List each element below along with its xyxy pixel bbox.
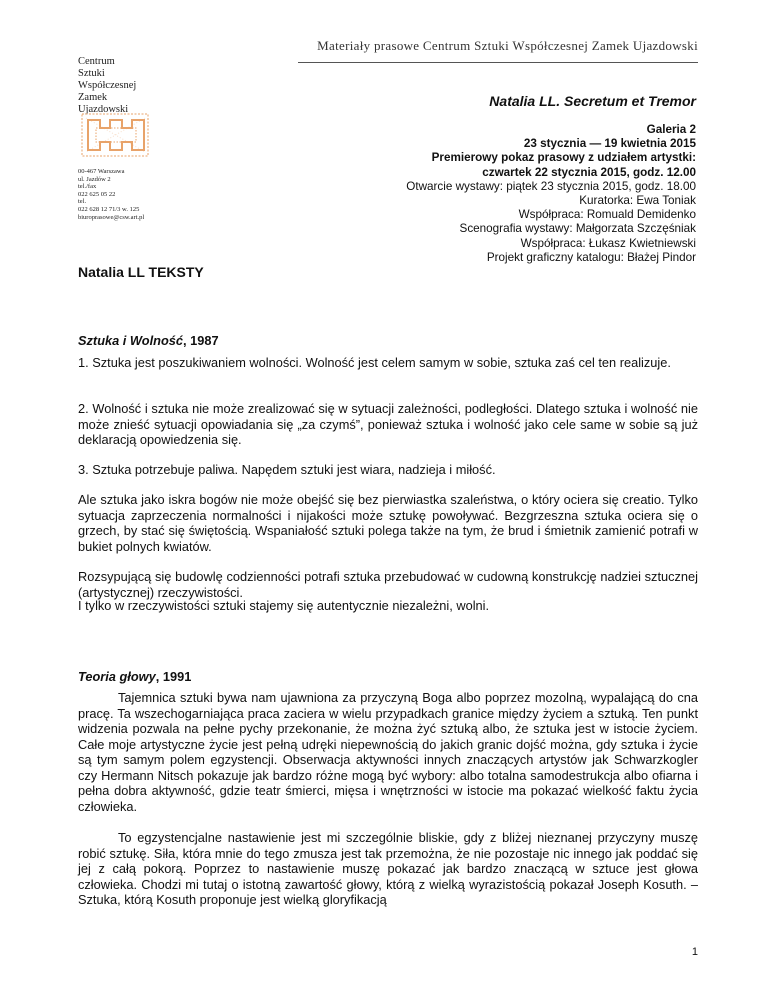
org-line: Współczesnej: [78, 80, 137, 91]
scenography: Scenografia wystawy: Małgorzata Szczęśniak: [459, 222, 696, 236]
press-date: czwartek 22 stycznia 2015, godz. 12.00: [482, 165, 696, 179]
curator: Kuratorka: Ewa Toniak: [579, 194, 696, 208]
heading-title: Sztuka i Wolność: [78, 333, 183, 348]
contact-line: tel./fax: [78, 183, 97, 191]
paragraph: To egzystencjalne nastawienie jest mi szczególnie bliskie, gdy z bliżej nieznanej przyczyny muszę robić sztukę. Siła, która mnie do tego zmusza jest tak przemożna, że nie pozostaje nic innego jak poddać się jej z całą pokorą. Poprzez to nastawienie muszę pokazać jak bardzo znaczącą w sztuce jest głowa człowieka. Chodzi mi tutaj o istotną zawartość głowy, którą z wielką wyrazistością pokazał Joseph Kosuth. – Sztuka, którą Kosuth proponuje jest wielką gloryfikacją: [78, 830, 698, 907]
text-heading: [78, 669, 191, 684]
paragraph: 2. Wolność i sztuka nie może zrealizować się w sytuacji zależności, podległości. Dlatego sztuka i wolność nie może znieść sytuacji opowiadania się „za czymś”, ponieważ sztuka i wolność jako cele same w sobie są już deklaracją opowiedzenia się.: [78, 401, 698, 447]
contact-line: tel.: [78, 198, 87, 206]
contact-line: 022 628 12 71/3 w. 125: [78, 205, 140, 213]
contact-line: 022 625 05 22: [78, 190, 116, 198]
organization-name: [78, 56, 188, 116]
contact-line: 00-467 Warszawa: [78, 168, 125, 175]
opening: Otwarcie wystawy: piątek 23 stycznia 2015, godz. 18.00: [406, 179, 696, 193]
paragraph: Rozsypującą się budowlę codzienności potrafi sztuka przebudować w cudowną konstrukcję nadziei sztucznej (artystycznej) rzeczywistości.: [78, 569, 698, 600]
gallery: Galeria 2: [646, 123, 696, 136]
castle-logo-icon: [78, 110, 153, 160]
dates: 23 stycznia — 19 kwietnia 2015: [523, 137, 696, 151]
paragraph: 3. Sztuka potrzebuje paliwa. Napędem sztuki jest wiara, nadzieja i miłość.: [78, 462, 496, 477]
org-line: Sztuki: [78, 68, 105, 79]
exhibition-info: [406, 123, 696, 265]
press-preview: Premierowy pokaz prasowy z udziałem artystki:: [431, 151, 696, 165]
contact-line: ul. Jazdów 2: [78, 175, 111, 183]
org-line: Ujazdowski: [78, 104, 129, 115]
contact-email: biuroprasowe@csw.art.pl: [78, 213, 145, 221]
exhibition-title: Natalia LL. Secretum et Tremor: [489, 93, 696, 109]
paragraph: I tylko w rzeczywistości sztuki stajemy się autentycznie niezależni, wolni.: [78, 598, 490, 613]
text-heading: [78, 333, 219, 348]
paragraph: 1. Sztuka jest poszukiwaniem wolności. Wolność jest celem samym w sobie, sztuka zaś cel ten realizuje.: [78, 355, 671, 370]
page-number: 1: [691, 946, 698, 958]
masthead-divider: [298, 62, 698, 63]
heading-title: Teoria głowy: [78, 669, 156, 684]
section-title: Natalia LL TEKSTY: [78, 264, 204, 280]
paragraph: Ale sztuka jako iskra bogów nie może obejść się bez pierwiastka szaleństwa, o który ociera się creatio. Tylko sytuacja zaprzeczenia normalności i nijakości może sztukę powoływać. Bezgrzeszna sztuka ociera się o grzech, by stać się świętością. Wspaniałość sztuki polega także na tym, że brud i śmietnik zamienić potrafi w bukiet polnych kwiatów.: [78, 492, 698, 554]
collaboration: Współpraca: Łukasz Kwietniewski: [520, 236, 696, 250]
heading-year: , 1991: [155, 669, 192, 684]
masthead: Materiały prasowe Centrum Sztuki Współczesnej Zamek Ujazdowski: [317, 38, 698, 53]
org-line: Zamek: [78, 92, 108, 103]
org-line: Centrum: [78, 56, 115, 67]
contact-block: [78, 168, 208, 221]
collaboration: Współpraca: Romuald Demidenko: [518, 208, 696, 222]
heading-year: , 1987: [183, 333, 219, 348]
paragraph: Tajemnica sztuki bywa nam ujawniona za przyczyną Boga albo poprzez mozolną, wypalającą do cna pracę. Ta wszechogarniająca praca zaciera w wielu przypadkach granice między życiem a sztuką. Ten punkt widzenia pozwala na pełne pychy przekonanie, że można żyć sztuką albo, że sztuka jest w istocie życiem. Całe moje artystyczne życie jest pełną udręki niepewnością do jakich granic dojść można, gdy sztuka i życie są tym samym polem egzystencji. Obserwacja aktywności innych znaczących artystów jak Schwarzkogler czy Hermann Nitsch pokazuje jak bardzo różne mogą być wybory: albo totalna samodestrukcja albo ofiarna i pełna dobra aktywność, gdzie teatr śmierci, mięsa i wnętrzności w istocie ma pokazać wielkość faktu życia człowieka.: [78, 690, 698, 814]
catalog-design: Projekt graficzny katalogu: Błażej Pindor: [486, 250, 696, 264]
